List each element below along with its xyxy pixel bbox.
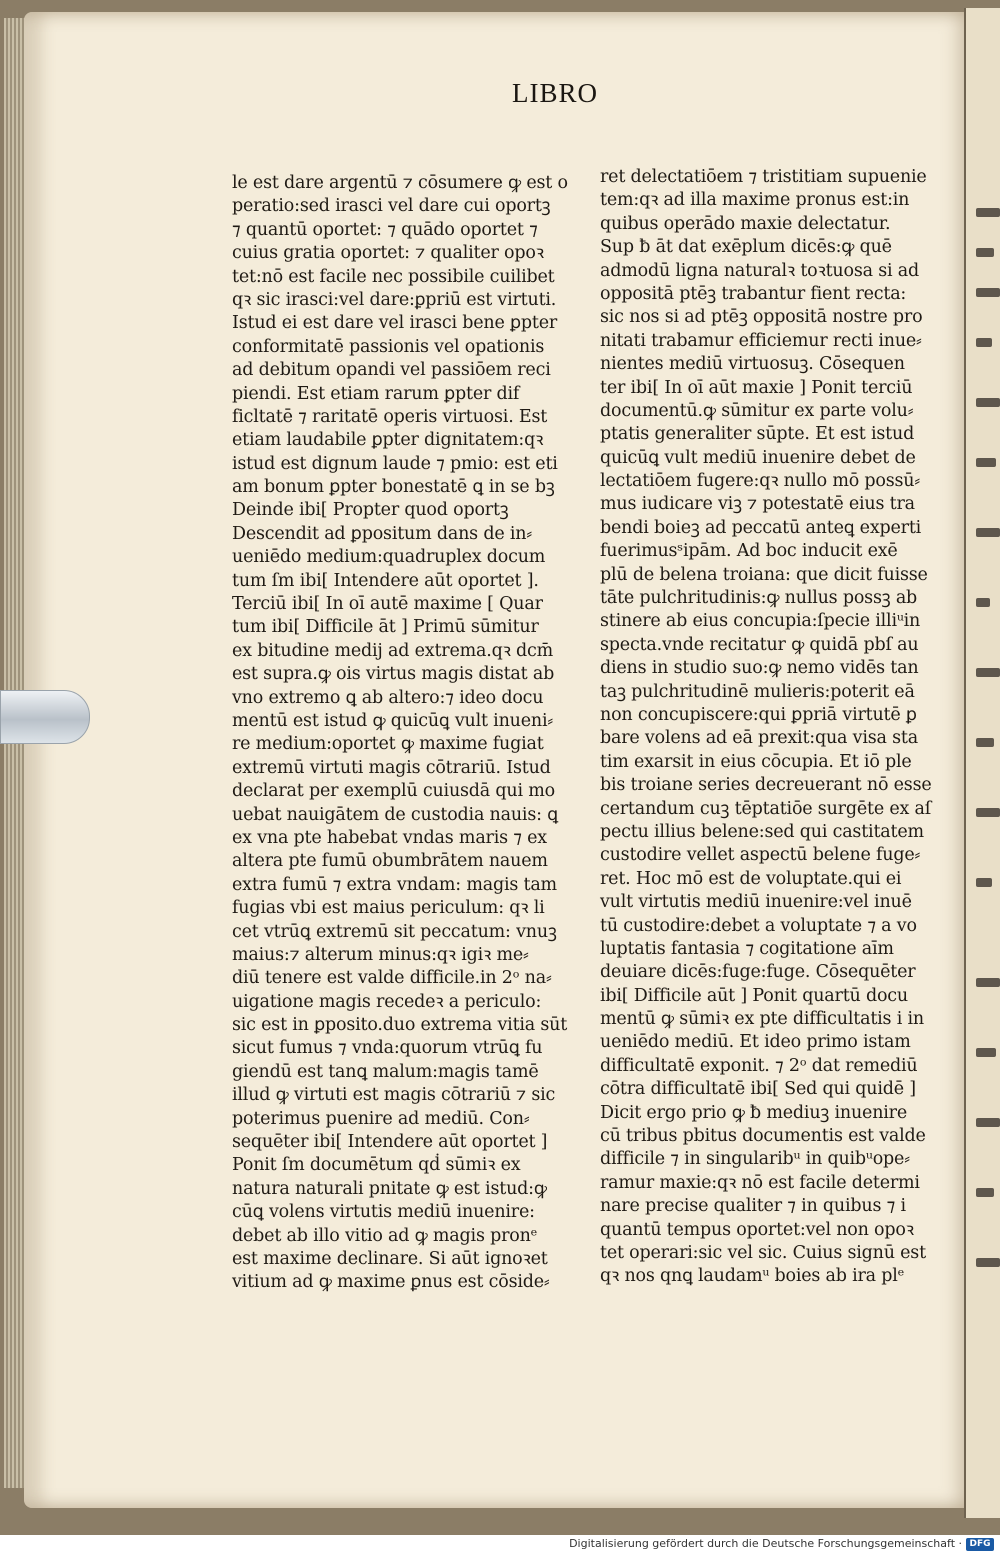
text-line: certandum cuꝫ tēptatiōe surgēte ex aſ	[600, 798, 932, 819]
text-line: Dicit ergo prio ꝙ ƀ mediuꝫ inuenire	[600, 1102, 907, 1123]
text-line: sicut fumus ⁊ vnda:quorum vtrūꝗ fu	[232, 1038, 543, 1059]
text-line: extremū virtuti magis cōtrariū. Istud	[232, 757, 551, 778]
facing-text-fragment	[976, 978, 1000, 987]
text-line: maius:⁊ alterum minus:qꝛ igiꝛ me⸗	[232, 944, 529, 965]
facing-text-fragment	[976, 338, 992, 347]
text-line: mentū ꝙ sūmiꝛ ex pte difficultatis i in	[600, 1009, 924, 1030]
text-line: plū de belena troiana: que dicit fuisse	[600, 564, 928, 585]
text-line: fugias vbi est maius periculum: qꝛ li	[232, 898, 545, 919]
facing-text-fragment	[976, 808, 1000, 817]
text-line: altera pte fumū obumbrātem nauem	[232, 851, 548, 872]
text-line: ptatis generaliter sūpte. Et est istud	[600, 424, 915, 445]
page-clip	[0, 690, 90, 744]
text-line: specta.vnde recitatur ꝙ quidā pbſ au	[600, 634, 919, 655]
running-header: LIBRO	[512, 78, 598, 108]
text-line: etiam laudabile ꝑpter dignitatem:qꝛ	[232, 430, 544, 451]
text-line: ret delectatiōem ⁊ tristitiam supuenie	[600, 167, 927, 187]
text-line: debet ab illo vitio ad ꝙ magis pronᵉ	[232, 1225, 538, 1246]
text-line: uebat nauigātem de custodia nauis: ꝗ	[232, 804, 559, 825]
text-line: giendū est tanꝗ malum:magis tamē	[232, 1061, 539, 1082]
text-line: nitati trabamur efficiemur recti inue⸗	[600, 330, 922, 351]
text-line: declarat per exemplū cuiusdā qui mo	[232, 781, 555, 802]
text-line: Sup ƀ āt dat exēplum dicēs:ꝙ quē	[600, 237, 892, 258]
text-line: bendi boieꝫ ad peccatū anteꝗ experti	[600, 517, 922, 538]
text-line: vitium ad ꝙ maxime ꝑnus est cōside⸗	[232, 1272, 550, 1293]
text-line: ex bitudine medij ad extrema.qꝛ dcm̄	[232, 640, 554, 661]
text-line: oppositā ptēꝫ trabantur fient recta:	[600, 283, 907, 304]
text-line: cet vtrūꝗ extremū sit peccatum: vnuꝫ	[232, 921, 557, 942]
text-line: cū tribus pbitus documentis est valde	[600, 1126, 926, 1147]
text-line: ⁊ quantū oportet: ⁊ quādo oportet ⁊	[232, 219, 538, 240]
text-line: piendi. Est etiam rarum ꝑpter dif	[232, 383, 520, 404]
facing-text-fragment	[976, 738, 994, 747]
text-line: illud ꝙ virtuti est magis cōtrariū ⁊ sic	[232, 1085, 556, 1106]
text-line: pectu illius belene:sed qui castitatem	[600, 821, 924, 842]
text-line: vult virtutis mediū inuenire:vel inuē	[600, 892, 912, 913]
text-line: uigatione magis recedeꝛ a periculo:	[232, 991, 542, 1012]
text-line: luptatis fantasia ⁊ cogitatione aīm	[600, 938, 894, 959]
text-line: ibi[ Difficile aūt ] Ponit quartū docu	[600, 985, 908, 1006]
facing-page-edge	[964, 8, 1000, 1518]
text-line: tet:nō est facile nec possibile cuilibet	[232, 266, 555, 287]
text-line: bis troiane series decreuerant nō esse	[600, 775, 932, 796]
text-line: mentū est istud ꝙ quicūꝗ vult inueni⸗	[232, 710, 553, 731]
facing-text-fragment	[976, 398, 1000, 407]
text-line: ramur maxie:qꝛ nō est facile determi	[600, 1172, 920, 1193]
text-line: ueniēdo medium:quadruplex docum	[232, 547, 546, 568]
text-line: quantū tempus oportet:vel non opoꝛ	[600, 1219, 914, 1240]
text-line: diens in studio suo:ꝙ nemo vidēs tan	[600, 658, 919, 679]
text-line: tāte pulchritudinis:ꝙ nullus possꝫ ab	[600, 588, 918, 609]
text-line: documentū.ꝙ sūmitur ex parte volu⸗	[600, 400, 914, 421]
text-line: custodire vellet aspectū belene fuge⸗	[600, 845, 921, 866]
text-line: deuiare dicēs:fuge:fuge. Cōsequēter	[600, 962, 916, 983]
text-line: tum ſm ibi[ Intendere aūt oportet ].	[232, 570, 539, 591]
text-line: est maxime declinare. Si aūt ignoꝛet	[232, 1248, 548, 1269]
text-line: quibus operādo maxie delectatur.	[600, 213, 891, 234]
text-line: sequēter ibi[ Intendere aūt oportet ]	[232, 1132, 548, 1153]
funding-credit: Digitalisierung gefördert durch die Deutsche Forschungsgemeinschaft ·	[569, 1537, 962, 1550]
text-line: natura naturali pnitate ꝙ est istud:ꝙ	[232, 1178, 547, 1199]
text-line: stinere ab eius concupia:ſpecie illiᵘin	[600, 611, 921, 632]
facing-text-fragment	[976, 1188, 994, 1197]
facing-text-fragment	[976, 878, 992, 887]
text-line: Descendit ad ꝑpositum dans de in⸗	[232, 523, 532, 544]
text-line: cōtra difficultatē ibi[ Sed qui quidē ]	[600, 1079, 916, 1100]
text-line: mus iudicare viꝫ ⁊ potestatē eius tra	[600, 494, 915, 515]
text-line: ex vna pte habebat vndas maris ⁊ ex	[232, 827, 547, 848]
text-line: qꝛ sic irasci:vel dare:ꝑpriū est virtuti.	[232, 289, 557, 310]
text-line: sic nos si ad ptēꝫ oppositā nostre pro	[600, 307, 923, 328]
text-line: non concupiscere:qui ꝑpriā virtutē ꝑ	[600, 704, 917, 725]
facing-text-fragment	[976, 248, 994, 257]
text-line: Deinde ibi[ Propter quod oportꝫ	[232, 500, 509, 521]
text-line: admodū ligna naturalꝛ toꝛtuosa si ad	[600, 260, 919, 281]
text-line: tem:qꝛ ad illa maxime pronus est:in	[600, 190, 910, 211]
facing-text-fragment	[976, 1258, 1000, 1267]
facing-text-fragment	[976, 458, 996, 467]
footer-bar	[0, 1535, 1000, 1555]
text-line: ad debitum opandi vel passiōem reci	[232, 360, 551, 381]
text-line: ueniēdo mediū. Et ideo primo istam	[600, 1032, 911, 1053]
facing-text-fragment	[976, 208, 1000, 217]
facing-text-fragment	[976, 668, 1000, 677]
text-line: tim exarsit in eius cōcupia. Et iō ple	[600, 751, 912, 772]
text-line: bare volens ad eā prexit:qua visa sta	[600, 728, 918, 749]
text-line: le est dare argentū ⁊ cōsumere ꝙ est o	[232, 173, 568, 193]
text-line: Terciū ibi[ In oī autē maxime [ Quar	[232, 594, 543, 615]
text-line: difficultatē exponit. ⁊ 2ᵒ dat remediū	[600, 1055, 918, 1076]
dfg-logo: DFG	[966, 1538, 994, 1551]
text-line: istud est dignum laude ⁊ pmio: est eti	[232, 453, 558, 474]
text-line: tū custodire:debet a voluptate ⁊ a vo	[600, 915, 917, 936]
text-line: sic est in ꝑposito.duo extrema vitia sūt	[232, 1015, 568, 1036]
text-line: poterimus puenire ad mediū. Con⸗	[232, 1108, 530, 1129]
text-line: re medium:oportet ꝙ maxime fugiat	[232, 734, 544, 755]
facing-text-fragment	[976, 288, 1000, 297]
text-line: nare precise qualiter ⁊ in quibus ⁊ i	[600, 1196, 906, 1217]
facing-text-fragment	[976, 528, 1000, 537]
text-line: cuius gratia oportet: ⁊ qualiter opoꝛ	[232, 243, 544, 264]
text-line: Istud ei est dare vel irasci bene ꝑpter	[232, 313, 558, 334]
text-line: ret. Hoc mō est de voluptate.qui ei	[600, 868, 902, 889]
text-line: difficile ⁊ in singularibᵘ in quibᵘope⸗	[600, 1149, 910, 1170]
text-line: lectatiōem fugere:qꝛ nullo mō possū⸗	[600, 471, 921, 492]
text-line: am bonum ꝑpter bonestatē ꝗ in se bꝫ	[232, 477, 555, 498]
text-line: qꝛ nos qnꝗ laudamᵘ boies ab ira plᵉ	[600, 1266, 905, 1287]
text-line: tum ibi[ Difficile āt ] Primū sūmitur	[232, 617, 539, 638]
text-line: diū tenere est valde difficile.in 2ᵒ na⸗	[232, 968, 552, 989]
text-line: vno extremo ꝗ ab altero:⁊ ideo docu	[232, 687, 544, 708]
text-line: ficltatē ⁊ raritatē operis virtuosi. Est	[232, 406, 548, 427]
text-line: tet operari:sic vel sic. Cuius signū est	[600, 1242, 926, 1263]
left-text-column	[232, 172, 568, 1295]
text-line: extra fumū ⁊ extra vndam: magis tam	[232, 874, 557, 895]
text-line: peratio:sed irasci vel dare cui oportꝫ	[232, 196, 551, 217]
text-line: fuerimusˢipām. Ad boc inducit exē	[600, 541, 898, 562]
right-text-column	[600, 166, 932, 1289]
facing-text-fragment	[976, 1048, 996, 1057]
text-line: nientes mediū virtuosuꝫ. Cōsequen	[600, 354, 905, 375]
text-line: conformitatē passionis vel opationis	[232, 336, 545, 357]
text-line: Ponit ſm documētum qḋ sūmiꝛ ex	[232, 1155, 521, 1176]
facing-text-fragment	[976, 1118, 1000, 1127]
facing-text-fragment	[976, 598, 990, 607]
text-line: est supra.ꝙ ois virtus magis distat ab	[232, 664, 555, 685]
text-line: taꝫ pulchritudinē mulieris:poterit eā	[600, 681, 915, 702]
text-line: cūꝗ volens virtutis mediū inuenire:	[232, 1202, 535, 1223]
text-line: quicūꝗ vult mediū inuenire debet de	[600, 447, 916, 468]
text-line: ter ibi[ In oī aūt maxie ] Ponit terciū	[600, 377, 913, 398]
